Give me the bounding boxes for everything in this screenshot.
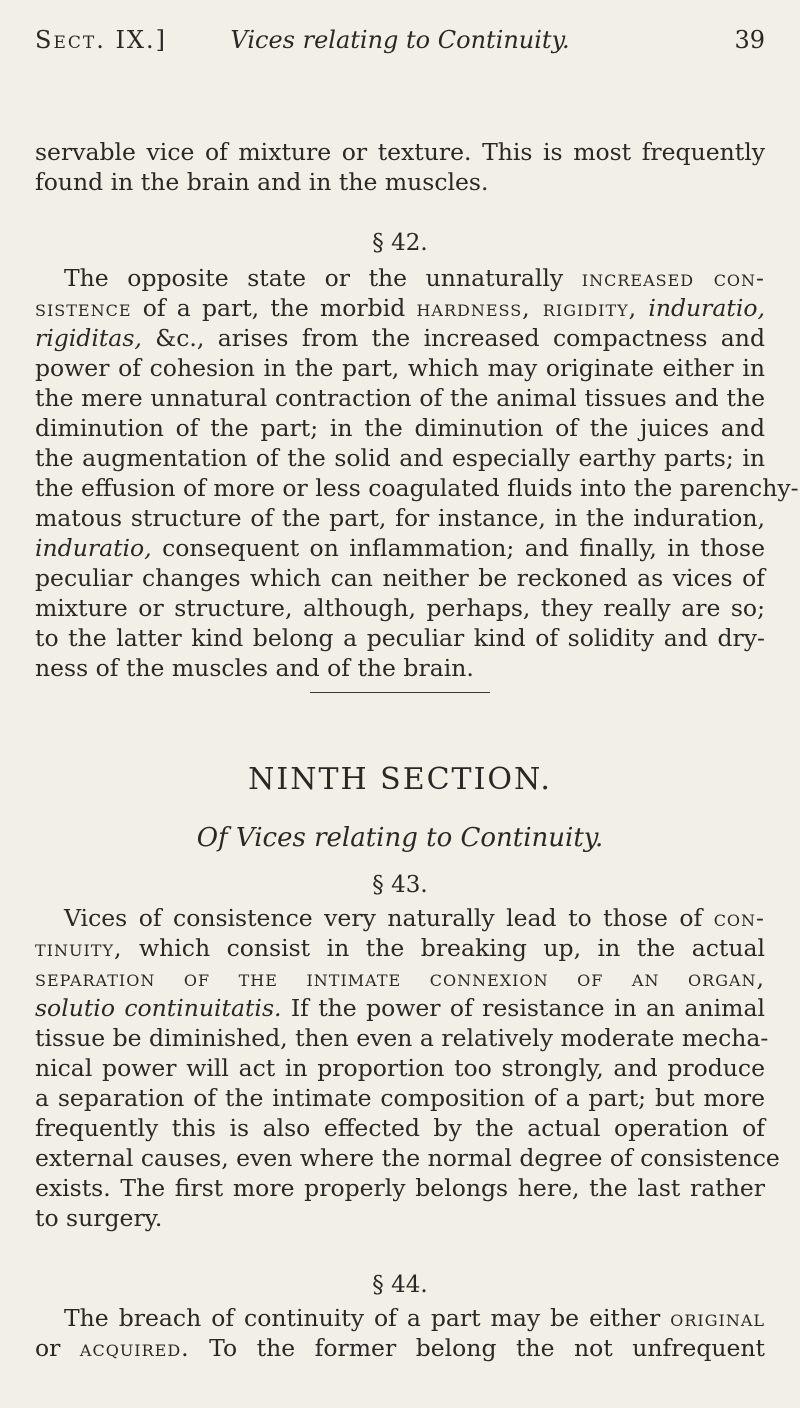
section-number: § 44.	[372, 1272, 428, 1298]
text-line: ness of the muscles and of the brain.	[35, 654, 474, 682]
text-line	[35, 1333, 765, 1363]
text-run: &c., arises from the increased compactness and	[141, 324, 765, 352]
small-caps-term: original	[670, 1304, 765, 1332]
text-line	[35, 993, 765, 1023]
section-heading: NINTH SECTION.	[248, 762, 552, 797]
text-run: To the former belong the not unfrequent	[189, 1334, 765, 1362]
section-number: § 42.	[372, 230, 428, 256]
latin-term: rigiditas,	[35, 324, 142, 352]
text-line: found in the brain and in the muscles.	[35, 168, 489, 196]
text-line: a separation of the intimate composition of a part; but more	[35, 1084, 765, 1112]
latin-term: induratio,	[637, 294, 765, 322]
text-line: matous structure of the part, for instance, in the induration,	[35, 504, 765, 532]
text-line	[35, 963, 765, 993]
section-label: Sect. IX.]	[35, 26, 168, 54]
small-caps-term: con-	[713, 904, 765, 932]
text-run: which consist in the breaking up, in the actual	[122, 934, 765, 962]
text-line: to the latter kind belong a peculiar kind of solidity and dry-	[35, 624, 765, 652]
text-line: frequently this is also effected by the actual operation of	[35, 1114, 765, 1142]
small-caps-term: separation of the intimate connexion of an organ,	[35, 964, 765, 992]
section-divider-rule	[310, 692, 490, 693]
small-caps-term: sistence	[35, 294, 132, 322]
text-run: consequent on inflammation; and finally, in those	[151, 534, 765, 562]
text-line: power of cohesion in the part, which may originate either in	[35, 354, 765, 382]
text-line: diminution of the part; in the diminution of the juices and	[35, 414, 765, 442]
running-head	[35, 20, 765, 60]
text-run: or	[35, 1334, 80, 1362]
text-line	[35, 533, 765, 563]
section-subtitle: Of Vices relating to Continuity.	[196, 823, 604, 853]
text-line	[64, 903, 765, 933]
text-run: Vices of consistence very naturally lead to those of	[64, 904, 714, 932]
text-line: tissue be diminished, then even a relatively moderate mecha-	[35, 1024, 769, 1052]
text-run: of a part, the morbid	[131, 294, 417, 322]
section-number: § 43.	[372, 872, 428, 898]
text-line: exists. The first more properly belongs here, the last rather	[35, 1174, 765, 1202]
text-line: servable vice of mixture or texture. This is most frequently	[35, 138, 765, 166]
text-line	[35, 293, 765, 323]
small-caps-term: increased con-	[581, 264, 765, 292]
text-run: If the power of resistance in an animal	[281, 994, 765, 1022]
text-line	[64, 1303, 765, 1333]
page-number: 39	[734, 26, 765, 54]
text-line: to surgery.	[35, 1204, 163, 1232]
latin-term: solutio continuitatis.	[35, 994, 282, 1022]
text-line: mixture or structure, although, perhaps, they really are so;	[35, 594, 765, 622]
text-line	[35, 933, 765, 963]
latin-term: induratio,	[35, 534, 152, 562]
running-title: Vices relating to Continuity.	[230, 26, 570, 54]
text-line: the mere unnatural contraction of the animal tissues and the	[35, 384, 765, 412]
text-line: the effusion of more or less coagulated fluids into the parenchy-	[35, 474, 799, 502]
text-line: the augmentation of the solid and especially earthy parts; in	[35, 444, 765, 472]
small-caps-term: tinuity,	[35, 934, 123, 962]
text-run: The breach of continuity of a part may be either	[64, 1304, 671, 1332]
text-line	[35, 323, 765, 353]
text-line: nical power will act in proportion too strongly, and produce	[35, 1054, 765, 1082]
text-run: The opposite state or the unnaturally	[64, 264, 582, 292]
text-line: peculiar changes which can neither be reckoned as vices of	[35, 564, 765, 592]
text-line	[64, 263, 765, 293]
small-caps-term: hardness, rigidity,	[416, 294, 638, 322]
small-caps-term: acquired.	[79, 1334, 190, 1362]
text-line: external causes, even where the normal degree of consistence	[35, 1144, 780, 1172]
